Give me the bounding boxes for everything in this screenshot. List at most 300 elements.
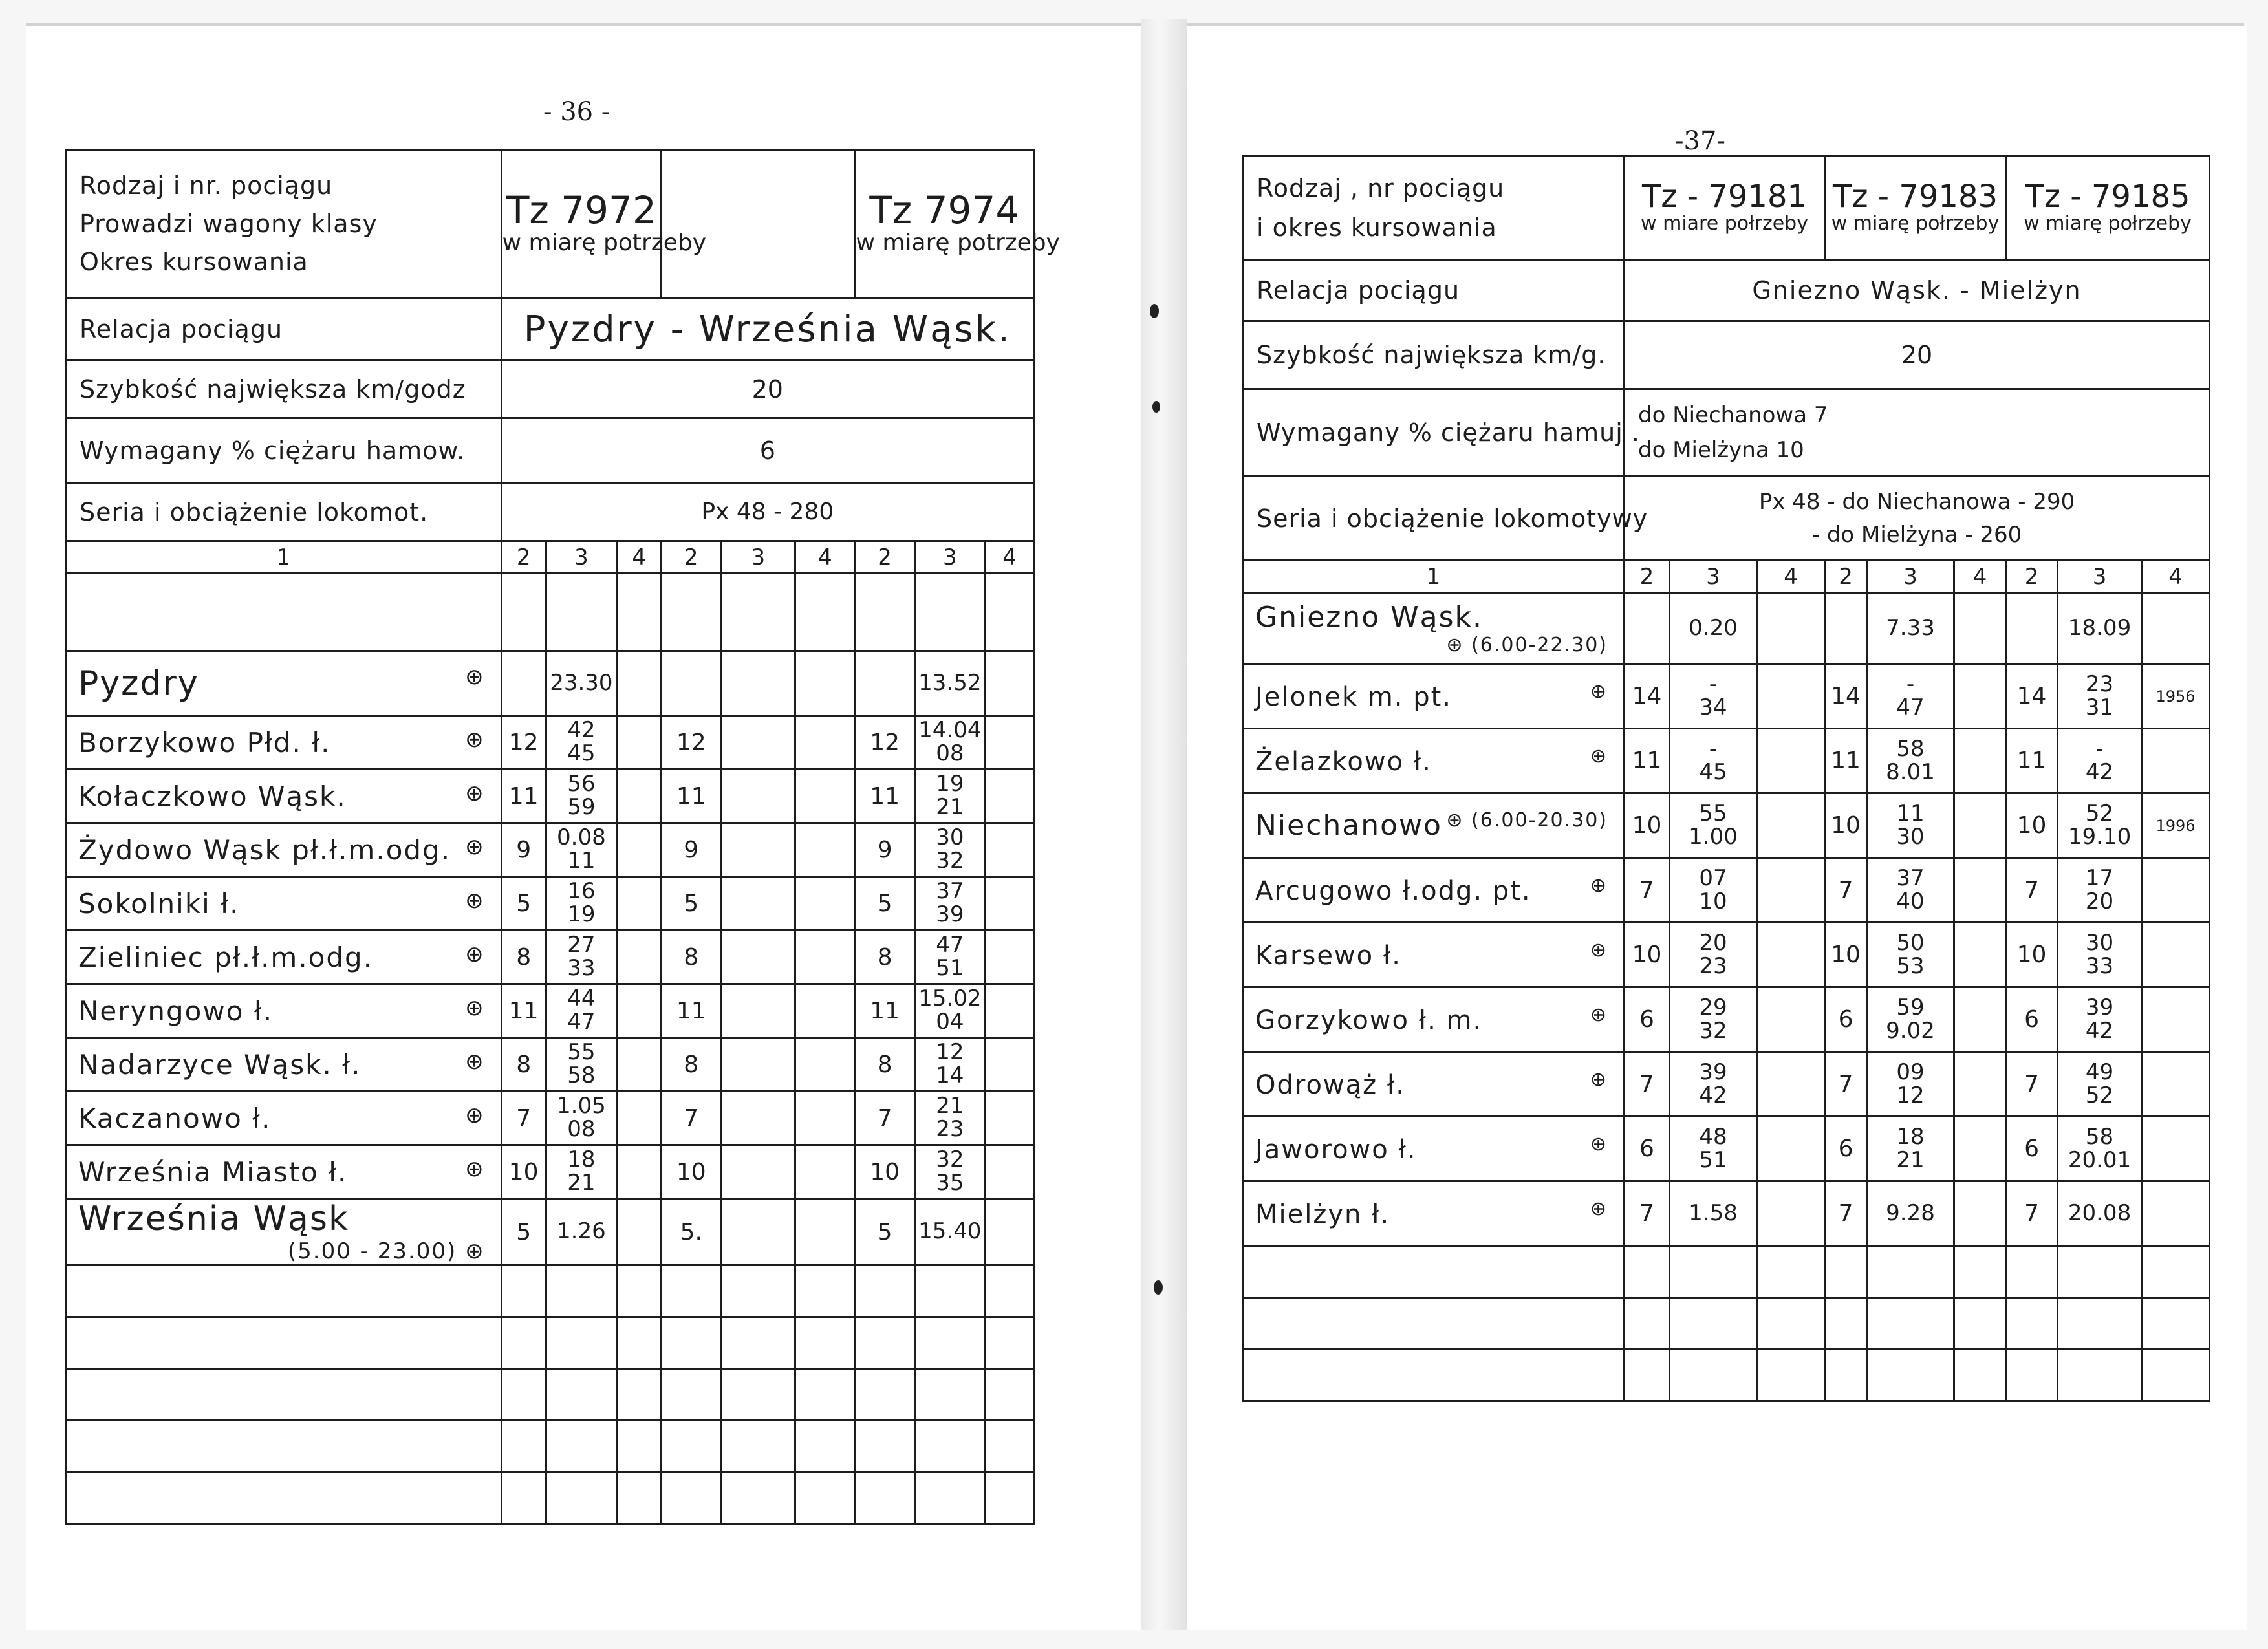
station-cell	[66, 931, 502, 984]
train-number: Tz - 79183	[1833, 178, 1998, 215]
station-name: Sokolniki ł.	[78, 887, 240, 920]
empty-cell	[617, 716, 662, 770]
station-symbol: ⊕	[1590, 939, 1608, 962]
km-cell: 10	[1625, 793, 1670, 858]
empty-cell	[721, 1317, 795, 1369]
empty-cell	[914, 1421, 985, 1472]
header-label-cell	[66, 150, 502, 299]
station-symbol: ⊕	[465, 995, 485, 1021]
empty-cell	[795, 574, 855, 651]
empty-cell	[795, 1369, 855, 1421]
empty-cell	[1954, 1052, 2006, 1117]
train-number: Tz - 79181	[1641, 178, 1808, 215]
brake-value: 6	[501, 418, 1033, 483]
time-cell: 47 51	[914, 931, 985, 984]
km-cell: 6	[2006, 987, 2058, 1052]
empty-cell	[2058, 1246, 2142, 1298]
km-cell: 7	[2006, 1052, 2058, 1117]
time-cell: 48 51	[1670, 1117, 1757, 1181]
margin-note: 1996	[2142, 793, 2210, 858]
station-name: Arcugowo ł.odg. pt.	[1255, 876, 1531, 906]
station-symbol: ⊕	[465, 1048, 485, 1075]
time-cell: 9.28	[1867, 1181, 1954, 1246]
km-cell: 7	[2006, 1181, 2058, 1246]
km-cell: 12	[501, 716, 546, 770]
empty-cell	[617, 1092, 662, 1145]
empty-cell	[1825, 1298, 1867, 1350]
speed-label: Szybkość największa km/godz	[66, 360, 502, 418]
column-number: 4	[1757, 561, 1825, 593]
header-label: Prowadzi wagony klasy	[80, 210, 378, 239]
empty-row	[66, 1369, 1034, 1421]
empty-cell	[617, 1317, 662, 1369]
station-row	[66, 716, 1034, 770]
empty-cell	[66, 1369, 502, 1421]
empty-cell	[721, 574, 795, 651]
empty-cell	[1670, 1246, 1757, 1298]
empty-cell	[1867, 1298, 1954, 1350]
station-name: Zieliniec pł.ł.m.odg.	[78, 941, 374, 973]
station-cell	[1243, 1052, 1625, 1117]
km-cell: 5	[501, 1199, 546, 1266]
station-cell	[66, 877, 502, 931]
brake-label: Wymagany % ciężaru hamow.	[66, 418, 502, 483]
time-cell: 12 14	[914, 1038, 985, 1092]
time-cell: 30 32	[914, 823, 985, 877]
header-label: Okres kursowania	[80, 247, 308, 276]
empty-cell	[795, 1317, 855, 1369]
empty-cell	[721, 1038, 795, 1092]
empty-cell	[66, 1266, 502, 1317]
station-row	[66, 1145, 1034, 1199]
station-symbol: ⊕	[465, 726, 485, 753]
km-cell: 5	[662, 877, 721, 931]
empty-cell	[986, 1472, 1034, 1524]
margin-note: 1956	[2142, 664, 2210, 729]
station-name: Pyzdry	[78, 663, 199, 703]
station-row	[66, 770, 1034, 823]
empty-cell	[546, 1421, 616, 1472]
train-note: w miarę potrzeby	[856, 229, 1060, 256]
train-note: w miare połrzeby	[1641, 211, 1808, 235]
station-name: Niechanowo	[1255, 809, 1442, 842]
empty-cell	[986, 877, 1034, 931]
empty-cell	[546, 1266, 616, 1317]
relation-label: Relacja pociągu	[66, 299, 502, 360]
empty-cell	[617, 1472, 662, 1524]
empty-cell	[986, 1421, 1034, 1472]
station-name: Żelazkowo ł.	[1255, 747, 1432, 777]
empty-cell	[2142, 1246, 2210, 1298]
km-cell	[855, 651, 914, 716]
column-number: 1	[1243, 561, 1625, 593]
empty-cell	[617, 651, 662, 716]
train-note: w miarę potrzeby	[502, 229, 707, 256]
station-name: Września Wąsk	[78, 1200, 350, 1238]
relation-value: Gniezno Wąsk. - Mielżyn	[1625, 260, 2210, 321]
empty-cell	[662, 1472, 721, 1524]
column-number: 4	[2142, 561, 2210, 593]
empty-cell	[986, 984, 1034, 1038]
station-name: Gniezno Wąsk.	[1255, 600, 1484, 634]
km-cell: 5	[855, 1199, 914, 1266]
empty-cell	[721, 1421, 795, 1472]
empty-cell	[501, 1421, 546, 1472]
time-cell: 56 59	[546, 770, 616, 823]
train-number: Tz - 79185	[2025, 178, 2190, 215]
time-cell: 23.30	[546, 651, 616, 716]
empty-cell	[1825, 1350, 1867, 1401]
km-cell: 7	[1825, 1052, 1867, 1117]
empty-cell	[662, 1317, 721, 1369]
km-cell: 8	[662, 931, 721, 984]
station-row	[66, 823, 1034, 877]
empty-cell	[1670, 1350, 1757, 1401]
station-name: Neryngowo ł.	[78, 995, 274, 1027]
empty-cell	[986, 1369, 1034, 1421]
station-cell	[1243, 664, 1625, 729]
km-cell: 11	[855, 984, 914, 1038]
time-cell: 55 58	[546, 1038, 616, 1092]
book-gutter	[1141, 19, 1187, 1630]
empty-cell	[855, 1317, 914, 1369]
km-cell: 10	[501, 1145, 546, 1199]
column-number: 4	[986, 541, 1034, 574]
empty-cell	[721, 651, 795, 716]
km-cell: 12	[662, 716, 721, 770]
time-cell: 0.20	[1670, 593, 1757, 664]
empty-cell	[501, 1369, 546, 1421]
km-cell: 7	[1625, 1181, 1670, 1246]
margin-note	[2142, 987, 2210, 1052]
km-cell	[2006, 593, 2058, 664]
empty-cell	[1954, 664, 2006, 729]
station-name: Żydowo Wąsk pł.ł.m.odg.	[78, 834, 451, 866]
km-cell	[1825, 593, 1867, 664]
empty-cell	[66, 574, 502, 651]
brake-label: Wymagany % ciężaru hamuj .	[1243, 389, 1625, 477]
station-row	[1243, 793, 2210, 858]
time-cell: 58 20.01	[2058, 1117, 2142, 1181]
time-cell: 37 39	[914, 877, 985, 931]
empty-cell	[721, 1472, 795, 1524]
empty-cell	[1954, 1350, 2006, 1401]
margin-note	[2142, 593, 2210, 664]
empty-cell	[546, 1369, 616, 1421]
station-symbol: ⊕	[1590, 1133, 1608, 1156]
empty-cell	[721, 1199, 795, 1266]
km-cell: 10	[662, 1145, 721, 1199]
time-cell: 42 45	[546, 716, 616, 770]
station-name: Odrowąż ł.	[1255, 1070, 1405, 1100]
km-cell: 12	[855, 716, 914, 770]
empty-cell	[1954, 1117, 2006, 1181]
empty-cell	[617, 1369, 662, 1421]
empty-cell	[855, 1472, 914, 1524]
empty-cell	[66, 1421, 502, 1472]
km-cell: 11	[662, 770, 721, 823]
margin-note	[2142, 1052, 2210, 1117]
station-symbol: ⊕	[465, 941, 485, 967]
empty-cell	[986, 1145, 1034, 1199]
empty-cell	[986, 716, 1034, 770]
empty-cell	[1757, 1350, 1825, 1401]
loco-value	[1625, 477, 2210, 561]
empty-row	[1243, 1246, 2210, 1298]
km-cell: 11	[2006, 729, 2058, 793]
km-cell	[662, 651, 721, 716]
empty-cell	[1954, 593, 2006, 664]
km-cell: 10	[1825, 793, 1867, 858]
km-cell: 5.	[662, 1199, 721, 1266]
station-symbol: ⊕	[465, 1102, 485, 1128]
empty-cell	[1867, 1246, 1954, 1298]
station-name: Kołaczkowo Wąsk.	[78, 780, 347, 812]
column-number: 4	[795, 541, 855, 574]
empty-cell	[1954, 923, 2006, 987]
empty-cell	[617, 984, 662, 1038]
time-cell: 1.05 08	[546, 1092, 616, 1145]
relation-label: Relacja pociągu	[1243, 260, 1625, 321]
km-cell: 14	[1825, 664, 1867, 729]
km-cell: 14	[1625, 664, 1670, 729]
empty-cell	[855, 1421, 914, 1472]
station-row	[1243, 729, 2210, 793]
km-cell: 6	[1625, 1117, 1670, 1181]
empty-cell	[721, 1266, 795, 1317]
station-name: Września Miasto ł.	[78, 1156, 348, 1188]
time-cell: - 45	[1670, 729, 1757, 793]
station-cell	[66, 823, 502, 877]
km-cell: 11	[501, 770, 546, 823]
empty-cell	[795, 1199, 855, 1266]
time-cell: 50 53	[1867, 923, 1954, 987]
empty-cell	[986, 651, 1034, 716]
time-cell: 20 23	[1670, 923, 1757, 987]
station-cell	[1243, 729, 1625, 793]
empty-cell	[721, 1092, 795, 1145]
km-cell: 11	[1625, 729, 1670, 793]
km-cell: 6	[1625, 987, 1670, 1052]
station-symbol: ⊕	[1590, 1198, 1608, 1220]
empty-row	[1243, 1298, 2210, 1350]
empty-cell	[914, 1317, 985, 1369]
header-label: Rodzaj i nr. pociągu	[80, 171, 333, 200]
empty-cell	[795, 877, 855, 931]
km-cell: 8	[855, 1038, 914, 1092]
empty-cell	[1954, 729, 2006, 793]
station-symbol: ⊕	[1590, 745, 1608, 768]
km-cell: 10	[2006, 793, 2058, 858]
train-header	[501, 150, 707, 299]
station-symbol: ⊕ (6.00-22.30)	[1446, 633, 1608, 656]
empty-cell	[617, 770, 662, 823]
station-row	[66, 931, 1034, 984]
empty-cell	[1243, 1350, 1625, 1401]
km-cell: 8	[855, 931, 914, 984]
empty-cell	[721, 823, 795, 877]
time-cell: 52 19.10	[2058, 793, 2142, 858]
time-cell: 29 32	[1670, 987, 1757, 1052]
km-cell: 7	[1825, 858, 1867, 923]
empty-cell	[1757, 923, 1825, 987]
km-cell: 11	[1825, 729, 1867, 793]
empty-cell	[795, 1038, 855, 1092]
relation-value: Pyzdry - Września Wąsk.	[501, 299, 1033, 360]
empty-cell	[617, 931, 662, 984]
empty-cell	[617, 877, 662, 931]
empty-cell	[501, 1266, 546, 1317]
km-cell	[1625, 593, 1670, 664]
time-cell: 1.26	[546, 1199, 616, 1266]
empty-cell	[617, 1421, 662, 1472]
empty-cell	[1670, 1298, 1757, 1350]
empty-cell	[662, 1266, 721, 1317]
brake-line: do Niechanowa 7	[1638, 402, 1828, 428]
station-symbol: ⊕	[1590, 1068, 1608, 1091]
km-cell: 9	[662, 823, 721, 877]
empty-cell	[1954, 1298, 2006, 1350]
column-number: 4	[617, 541, 662, 574]
empty-cell	[721, 770, 795, 823]
station-symbol: ⊕	[465, 780, 485, 806]
station-row	[1243, 987, 2210, 1052]
km-cell: 11	[855, 770, 914, 823]
station-cell	[66, 716, 502, 770]
station-cell	[66, 770, 502, 823]
station-name: Kaczanowo ł.	[78, 1102, 272, 1134]
time-cell: 15.40	[914, 1199, 985, 1266]
empty-cell	[914, 1472, 985, 1524]
time-cell: - 42	[2058, 729, 2142, 793]
train-number: Tz 7974	[869, 188, 1020, 232]
km-cell: 7	[1825, 1181, 1867, 1246]
column-number: 3	[546, 541, 616, 574]
km-cell: 5	[855, 877, 914, 931]
left-timetable	[65, 149, 1060, 1525]
station-symbol: ⊕	[465, 834, 485, 860]
brake-value	[1625, 389, 2210, 477]
loco-value: Px 48 - 280	[501, 483, 1033, 541]
empty-cell	[501, 1317, 546, 1369]
time-cell: 23 31	[2058, 664, 2142, 729]
empty-cell	[795, 651, 855, 716]
empty-cell	[501, 574, 546, 651]
empty-cell	[986, 823, 1034, 877]
empty-row	[66, 1266, 1034, 1317]
km-cell: 7	[1625, 1052, 1670, 1117]
km-cell: 10	[2006, 923, 2058, 987]
station-cell	[66, 984, 502, 1038]
empty-cell	[986, 1092, 1034, 1145]
station-row	[66, 984, 1034, 1038]
empty-cell	[2006, 1350, 2058, 1401]
empty-cell	[1243, 1298, 1625, 1350]
empty-cell	[795, 984, 855, 1038]
station-row	[1243, 858, 2210, 923]
empty-cell	[1954, 987, 2006, 1052]
column-number: 2	[1825, 561, 1867, 593]
loco-line: - do Mielżyna - 260	[1811, 521, 2022, 548]
km-cell: 9	[855, 823, 914, 877]
time-cell: 59 9.02	[1867, 987, 1954, 1052]
empty-row	[66, 1421, 1034, 1472]
time-cell: 7.33	[1867, 593, 1954, 664]
km-cell: 10	[1625, 923, 1670, 987]
empty-cell	[617, 1145, 662, 1199]
empty-cell	[662, 1369, 721, 1421]
station-symbol: ⊕	[1590, 680, 1608, 703]
time-cell: 18.09	[2058, 593, 2142, 664]
km-cell: 9	[501, 823, 546, 877]
time-cell: 17 20	[2058, 858, 2142, 923]
km-cell: 8	[662, 1038, 721, 1092]
empty-cell	[546, 574, 616, 651]
station-row	[66, 877, 1034, 931]
empty-cell	[2058, 1350, 2142, 1401]
empty-cell	[1757, 987, 1825, 1052]
time-cell: 27 33	[546, 931, 616, 984]
time-cell: - 47	[1867, 664, 1954, 729]
column-number: 2	[662, 541, 721, 574]
time-cell: 16 19	[546, 877, 616, 931]
time-cell: 0.08 11	[546, 823, 616, 877]
station-cell	[66, 1199, 502, 1266]
station-cell	[1243, 793, 1625, 858]
station-name: Jaworowo ł.	[1255, 1135, 1417, 1165]
empty-cell	[1954, 858, 2006, 923]
empty-row	[66, 1472, 1034, 1524]
empty-cell	[795, 716, 855, 770]
time-cell: 13.52	[914, 651, 985, 716]
empty-cell	[1757, 729, 1825, 793]
page-number-right: -37-	[1675, 126, 1725, 156]
empty-cell	[721, 1369, 795, 1421]
empty-row	[1243, 1350, 2210, 1401]
empty-cell	[986, 1038, 1034, 1092]
empty-cell	[2058, 1298, 2142, 1350]
empty-cell	[1954, 1181, 2006, 1246]
empty-cell	[662, 574, 721, 651]
empty-cell	[1757, 793, 1825, 858]
km-cell: 6	[1825, 987, 1867, 1052]
empty-cell	[1954, 793, 2006, 858]
time-cell: 37 40	[1867, 858, 1954, 923]
km-cell: 10	[1825, 923, 1867, 987]
station-symbol: ⊕ (6.00-20.30)	[1446, 809, 1608, 832]
column-number: 3	[721, 541, 795, 574]
empty-cell	[1757, 1298, 1825, 1350]
time-cell: 18 21	[546, 1145, 616, 1199]
loco-line: Px 48 - do Niechanowa - 290	[1758, 488, 2075, 515]
empty-cell	[1757, 1052, 1825, 1117]
km-cell: 5	[501, 877, 546, 931]
time-cell: 20.08	[2058, 1181, 2142, 1246]
empty-cell	[914, 574, 985, 651]
empty-cell	[721, 716, 795, 770]
train-note: w miarę połrzeby	[1831, 211, 2000, 235]
train-header	[2006, 156, 2210, 260]
speed-label: Szybkość największa km/g.	[1243, 321, 1625, 389]
column-number: 3	[914, 541, 985, 574]
km-cell: 7	[662, 1092, 721, 1145]
km-cell: 8	[501, 1038, 546, 1092]
loco-label: Seria i obciążenie lokomot.	[66, 483, 502, 541]
page-number-left: - 36 -	[543, 97, 610, 127]
empty-cell	[721, 1145, 795, 1199]
station-symbol: ⊕	[465, 1156, 485, 1182]
km-cell: 7	[501, 1092, 546, 1145]
